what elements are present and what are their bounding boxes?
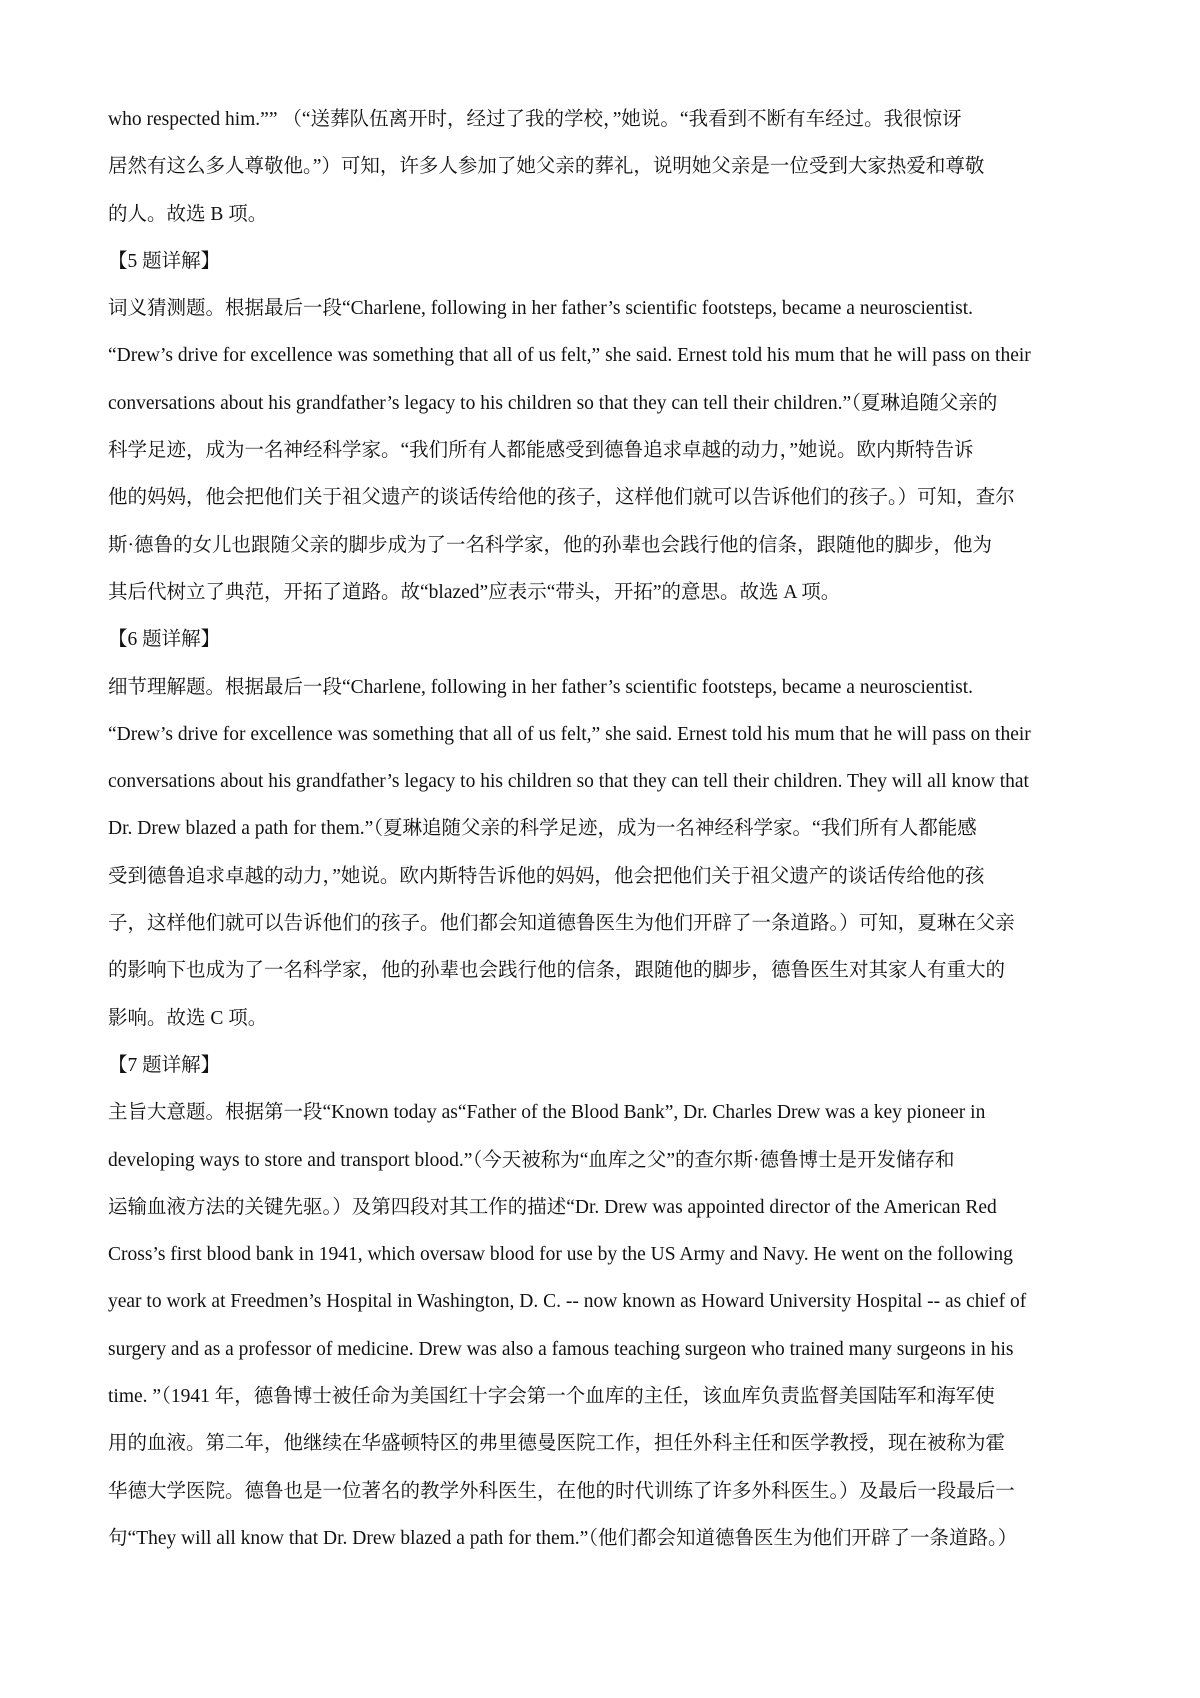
paragraph-line: 受到德鲁追求卓越的动力，”她说。欧内斯特告诉他的妈妈，他会把他们关于祖父遗产的谈话传给他的孩 [108, 865, 985, 887]
paragraph-line: 斯·德鲁的女儿也跟随父亲的脚步成为了一名科学家，他的孙辈也会践行他的信条，跟随他的脚步，他为 [108, 534, 992, 556]
paragraph-line: “Drew’s drive for excellence was something that all of us felt,” she said. Ernest told his mum that he will pass on their [108, 345, 1031, 367]
section-heading: 【5 题详解】 [108, 250, 221, 272]
paragraph-line: 细节理解题。根据最后一段“Charlene, following in her father’s scientific footsteps, became a neuroscientist. [108, 676, 974, 698]
paragraph-line: 主旨大意题。根据第一段“Known today as“Father of the Blood Bank”, Dr. Charles Drew was a key pioneer in [108, 1102, 986, 1124]
paragraph-line: 句“They will all know that Dr. Drew blazed a path for them.”（他们都会知道德鲁医生为他们开辟了一条道路。） [108, 1527, 1018, 1549]
paragraph-line: 科学足迹，成为一名神经科学家。“我们所有人都能感受到德鲁追求卓越的动力，”她说。欧内斯特告诉 [108, 440, 974, 462]
paragraph-line: 影响。故选 C 项。 [108, 1007, 268, 1029]
paragraph-line: conversations about his grandfather’s legacy to his children so that they can tell their children. They will all know that [108, 771, 1029, 793]
paragraph-line: 词义猜测题。根据最后一段“Charlene, following in her father’s scientific footsteps, became a neuroscientist. [108, 298, 974, 320]
paragraph-line: 运输血液方法的关键先驱。）及第四段对其工作的描述“Dr. Drew was appointed director of the American Red [108, 1196, 997, 1218]
paragraph-line: developing ways to store and transport blood.”（今天被称为“血库之父”的查尔斯·德鲁博士是开发储存和 [108, 1149, 955, 1171]
paragraph-line: time. ”（1941 年，德鲁博士被任命为美国红十字会第一个血库的主任，该血库负责监督美国陆军和海军使 [108, 1386, 995, 1408]
paragraph-line: 的人。故选 B 项。 [108, 203, 268, 225]
section-heading: 【7 题详解】 [108, 1054, 221, 1076]
paragraph-line: 的影响下也成为了一名科学家，他的孙辈也会践行他的信条，跟随他的脚步，德鲁医生对其家人有重大的 [108, 960, 1006, 982]
paragraph-line: “Drew’s drive for excellence was something that all of us felt,” she said. Ernest told his mum that he will pass on their [108, 723, 1031, 745]
paragraph-line: Dr. Drew blazed a path for them.”（夏琳追随父亲的科学足迹，成为一名神经科学家。“我们所有人都能感 [108, 818, 977, 840]
paragraph-line: 居然有这么多人尊敬他。”）可知，许多人参加了她父亲的葬礼，说明她父亲是一位受到大家热爱和尊敬 [108, 156, 985, 178]
paragraph-line: 子，这样他们就可以告诉他们的孩子。他们都会知道德鲁医生为他们开辟了一条道路。）可知，夏琳在父亲 [108, 913, 1015, 935]
paragraph-line: Cross’s first blood bank in 1941, which oversaw blood for use by the US Army and Navy. He went on the following [108, 1244, 1013, 1266]
section-heading: 【6 题详解】 [108, 629, 221, 651]
paragraph-line: year to work at Freedmen’s Hospital in Washington, D. C. -- now known as Howard University Hospital -- as chief of [108, 1291, 1027, 1313]
paragraph-line: 他的妈妈，他会把他们关于祖父遗产的谈话传给他的孩子，这样他们就可以告诉他们的孩子。）可知，查尔 [108, 487, 1015, 509]
paragraph-line: conversations about his grandfather’s legacy to his children so that they can tell their children.”（夏琳追随父亲的 [108, 392, 998, 414]
paragraph-line: 其后代树立了典范，开拓了道路。故“blazed”应表示“带头，开拓”的意思。故选 A 项。 [108, 581, 841, 603]
document-page [108, 96, 1100, 1562]
paragraph-line: 用的血液。第二年，他继续在华盛顿特区的弗里德曼医院工作，担任外科主任和医学教授，现在被称为霍 [108, 1433, 1006, 1455]
paragraph-line: who respected him.”” （“送葬队伍离开时，经过了我的学校，”她说。“我看到不断有车经过。我很惊讶 [108, 109, 962, 130]
paragraph-line: 华德大学医院。德鲁也是一位著名的教学外科医生，在他的时代训练了许多外科医生。）及最后一段最后一 [108, 1480, 1015, 1502]
paragraph-line: surgery and as a professor of medicine. Drew was also a famous teaching surgeon who trained many surgeons in his [108, 1338, 1014, 1360]
